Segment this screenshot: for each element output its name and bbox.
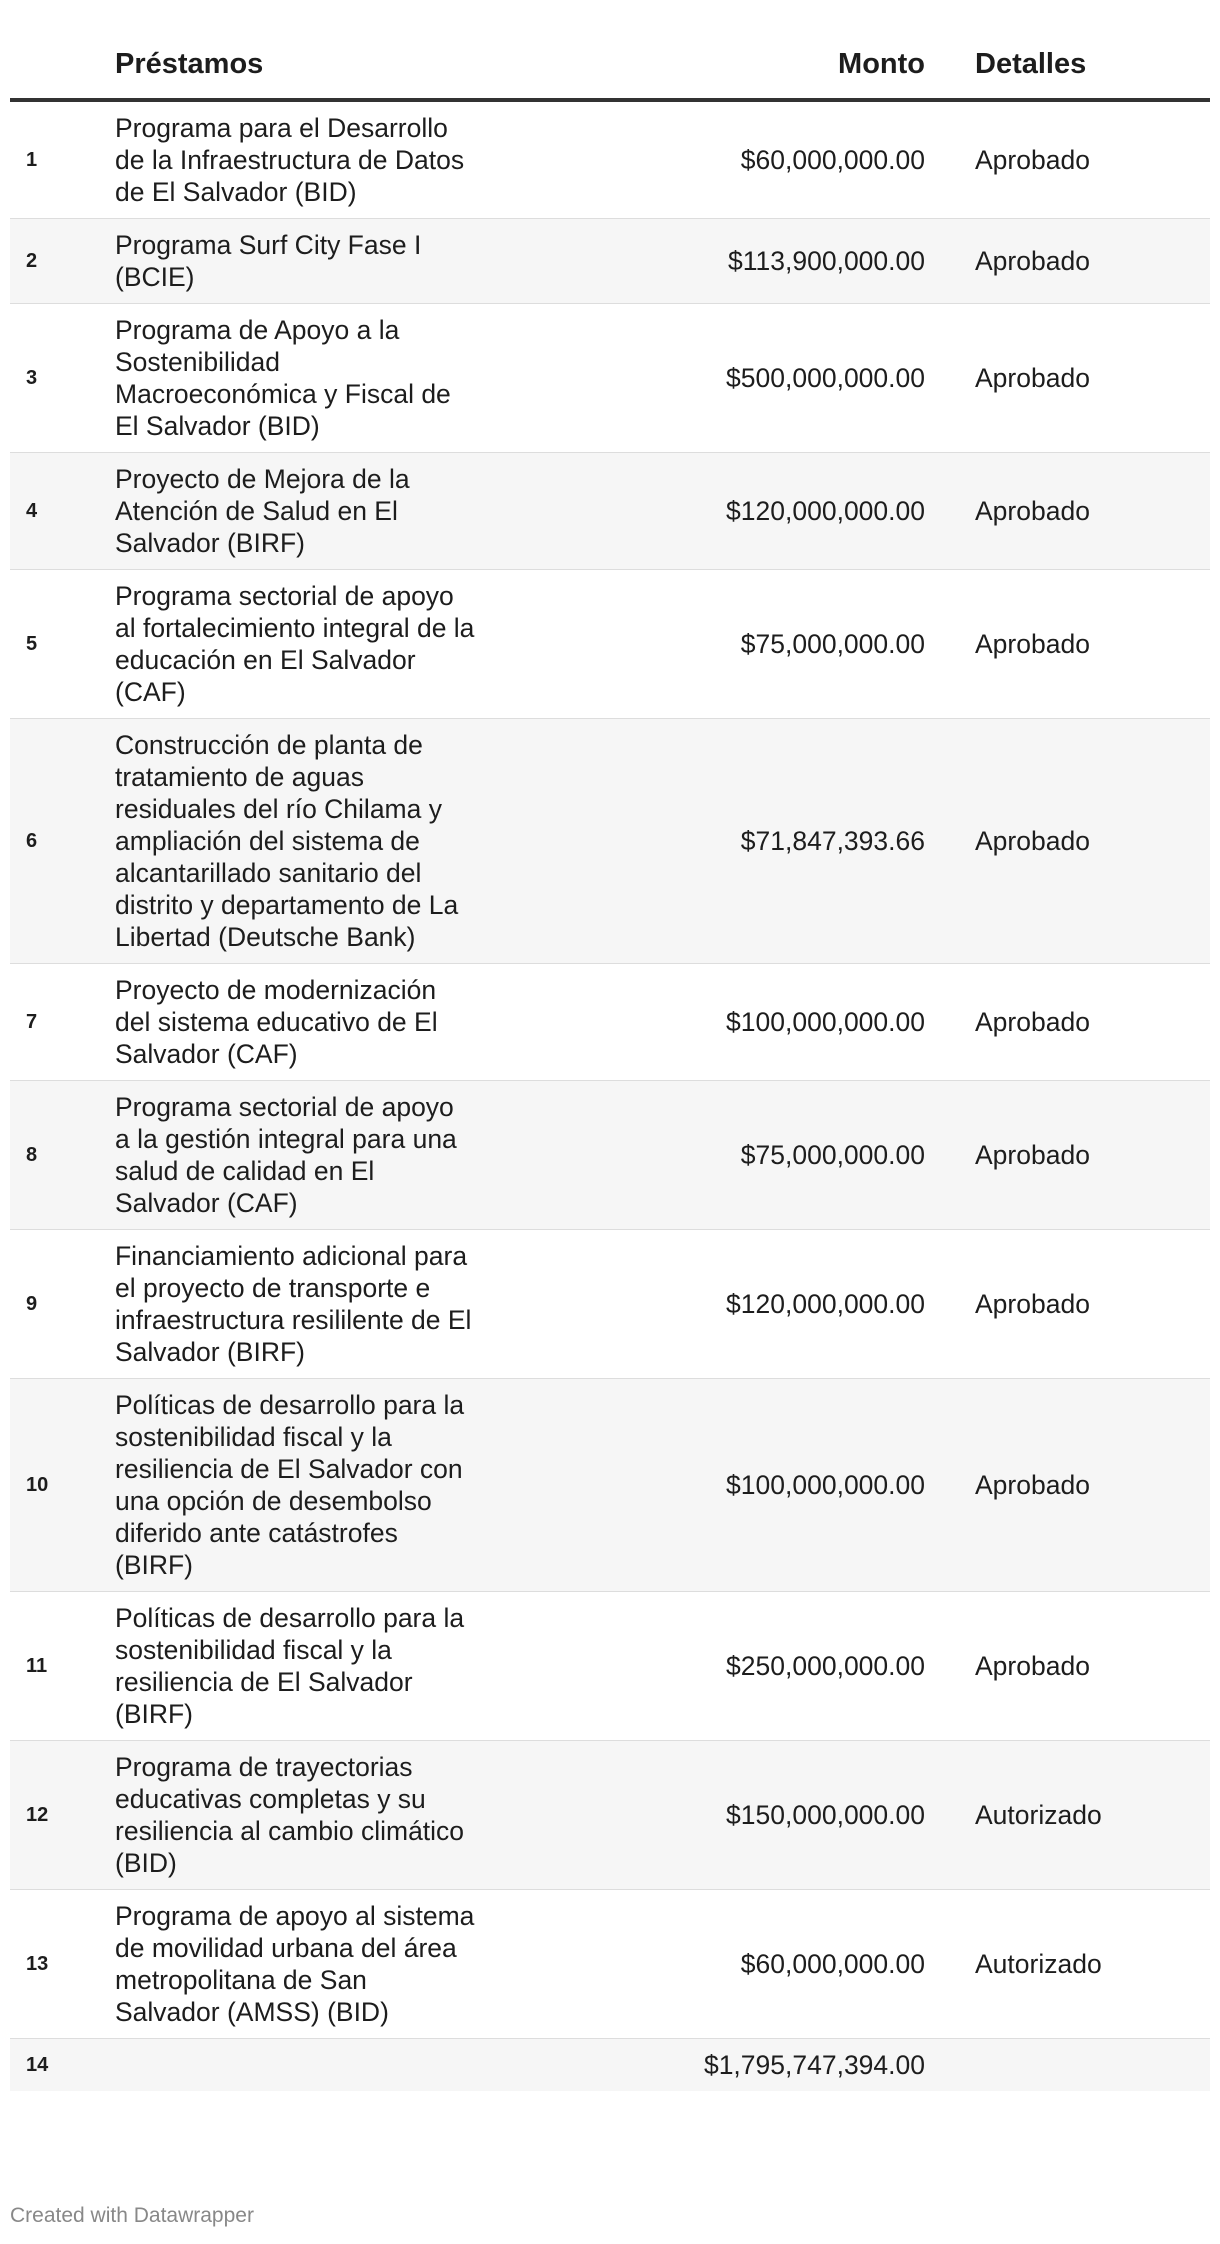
gap-cell bbox=[925, 219, 975, 304]
table-header-row bbox=[10, 30, 1210, 100]
header-index bbox=[10, 30, 115, 100]
loan-name: Políticas de desarrollo para la sostenibilidad fiscal y la resiliencia de El Salvador con una opción de desembolso diferido ante catástrofes (BIRF) bbox=[115, 1379, 475, 1592]
row-index: 6 bbox=[10, 719, 115, 964]
table-row bbox=[10, 1741, 1210, 1890]
loan-name: Programa para el Desarrollo de la Infraestructura de Datos de El Salvador (BID) bbox=[115, 100, 475, 219]
total-label bbox=[115, 2039, 475, 2092]
datawrapper-credit[interactable]: Created with Datawrapper bbox=[10, 2204, 254, 2227]
loan-name: Proyecto de Mejora de la Atención de Salud en El Salvador (BIRF) bbox=[115, 453, 475, 570]
gap-cell bbox=[925, 1890, 975, 2039]
row-index: 7 bbox=[10, 964, 115, 1081]
table-row bbox=[10, 304, 1210, 453]
gap-cell bbox=[925, 100, 975, 219]
gap-cell bbox=[925, 1081, 975, 1230]
loan-name: Construcción de planta de tratamiento de aguas residuales del río Chilama y ampliación del sistema de alcantarillado sanitario del distrito y departamento de La Libertad (Deutsche Bank) bbox=[115, 719, 475, 964]
loan-status: Aprobado bbox=[975, 570, 1210, 719]
row-index: 12 bbox=[10, 1741, 115, 1890]
loan-amount: $150,000,000.00 bbox=[475, 1741, 925, 1890]
loan-name: Programa de apoyo al sistema de movilidad urbana del área metropolitana de San Salvador (AMSS) (BID) bbox=[115, 1890, 475, 2039]
loans-table bbox=[10, 30, 1210, 2091]
loan-status: Aprobado bbox=[975, 719, 1210, 964]
loan-amount: $100,000,000.00 bbox=[475, 1379, 925, 1592]
total-amount: $1,795,747,394.00 bbox=[475, 2039, 925, 2092]
table-row bbox=[10, 964, 1210, 1081]
row-index: 1 bbox=[10, 100, 115, 219]
table-row bbox=[10, 1230, 1210, 1379]
table-body bbox=[10, 100, 1210, 2091]
loan-amount: $75,000,000.00 bbox=[475, 570, 925, 719]
loan-amount: $250,000,000.00 bbox=[475, 1592, 925, 1741]
loan-status: Autorizado bbox=[975, 1741, 1210, 1890]
row-index: 9 bbox=[10, 1230, 115, 1379]
loan-name: Programa sectorial de apoyo a la gestión integral para una salud de calidad en El Salvador (CAF) bbox=[115, 1081, 475, 1230]
gap-cell bbox=[925, 1230, 975, 1379]
header-monto[interactable]: Monto bbox=[475, 30, 925, 100]
table-row bbox=[10, 1890, 1210, 2039]
loan-amount: $100,000,000.00 bbox=[475, 964, 925, 1081]
loan-name: Programa de trayectorias educativas completas y su resiliencia al cambio climático (BID) bbox=[115, 1741, 475, 1890]
loan-amount: $60,000,000.00 bbox=[475, 1890, 925, 2039]
header-detalles[interactable]: Detalles bbox=[975, 30, 1210, 100]
loan-status: Aprobado bbox=[975, 100, 1210, 219]
loan-name: Programa sectorial de apoyo al fortalecimiento integral de la educación en El Salvador (CAF) bbox=[115, 570, 475, 719]
gap-cell bbox=[925, 1741, 975, 1890]
table-row bbox=[10, 219, 1210, 304]
gap-cell bbox=[925, 304, 975, 453]
loans-table-container bbox=[10, 30, 1210, 2091]
loan-amount: $500,000,000.00 bbox=[475, 304, 925, 453]
table-row bbox=[10, 1592, 1210, 1741]
gap-cell bbox=[925, 2039, 975, 2092]
loan-amount: $75,000,000.00 bbox=[475, 1081, 925, 1230]
loan-name: Programa Surf City Fase I (BCIE) bbox=[115, 219, 475, 304]
loan-name: Proyecto de modernización del sistema educativo de El Salvador (CAF) bbox=[115, 964, 475, 1081]
header-prestamos[interactable]: Préstamos bbox=[115, 30, 475, 100]
loan-amount: $71,847,393.66 bbox=[475, 719, 925, 964]
table-row bbox=[10, 1081, 1210, 1230]
total-row bbox=[10, 2039, 1210, 2092]
loan-name: Financiamiento adicional para el proyecto de transporte e infraestructura resililente de El Salvador (BIRF) bbox=[115, 1230, 475, 1379]
loan-status: Aprobado bbox=[975, 219, 1210, 304]
gap-cell bbox=[925, 719, 975, 964]
loan-status: Aprobado bbox=[975, 453, 1210, 570]
table-row bbox=[10, 100, 1210, 219]
gap-cell bbox=[925, 1592, 975, 1741]
table-row bbox=[10, 570, 1210, 719]
loan-status: Aprobado bbox=[975, 1081, 1210, 1230]
gap-cell bbox=[925, 1379, 975, 1592]
loan-name: Políticas de desarrollo para la sostenibilidad fiscal y la resiliencia de El Salvador (BIRF) bbox=[115, 1592, 475, 1741]
row-index: 3 bbox=[10, 304, 115, 453]
table-row bbox=[10, 719, 1210, 964]
loan-amount: $120,000,000.00 bbox=[475, 453, 925, 570]
loan-amount: $120,000,000.00 bbox=[475, 1230, 925, 1379]
row-index: 5 bbox=[10, 570, 115, 719]
row-index: 4 bbox=[10, 453, 115, 570]
row-index: 2 bbox=[10, 219, 115, 304]
loan-status: Autorizado bbox=[975, 1890, 1210, 2039]
gap-cell bbox=[925, 570, 975, 719]
gap-cell bbox=[925, 964, 975, 1081]
table-row bbox=[10, 1379, 1210, 1592]
loan-name: Programa de Apoyo a la Sostenibilidad Macroeconómica y Fiscal de El Salvador (BID) bbox=[115, 304, 475, 453]
loan-status: Aprobado bbox=[975, 1592, 1210, 1741]
header-gap bbox=[925, 30, 975, 100]
row-index: 13 bbox=[10, 1890, 115, 2039]
table-row bbox=[10, 453, 1210, 570]
loan-status: Aprobado bbox=[975, 304, 1210, 453]
row-index: 11 bbox=[10, 1592, 115, 1741]
total-status bbox=[975, 2039, 1210, 2092]
gap-cell bbox=[925, 453, 975, 570]
loan-status: Aprobado bbox=[975, 964, 1210, 1081]
total-index: 14 bbox=[10, 2039, 115, 2092]
loan-amount: $113,900,000.00 bbox=[475, 219, 925, 304]
loan-status: Aprobado bbox=[975, 1230, 1210, 1379]
row-index: 10 bbox=[10, 1379, 115, 1592]
loan-status: Aprobado bbox=[975, 1379, 1210, 1592]
loan-amount: $60,000,000.00 bbox=[475, 100, 925, 219]
row-index: 8 bbox=[10, 1081, 115, 1230]
